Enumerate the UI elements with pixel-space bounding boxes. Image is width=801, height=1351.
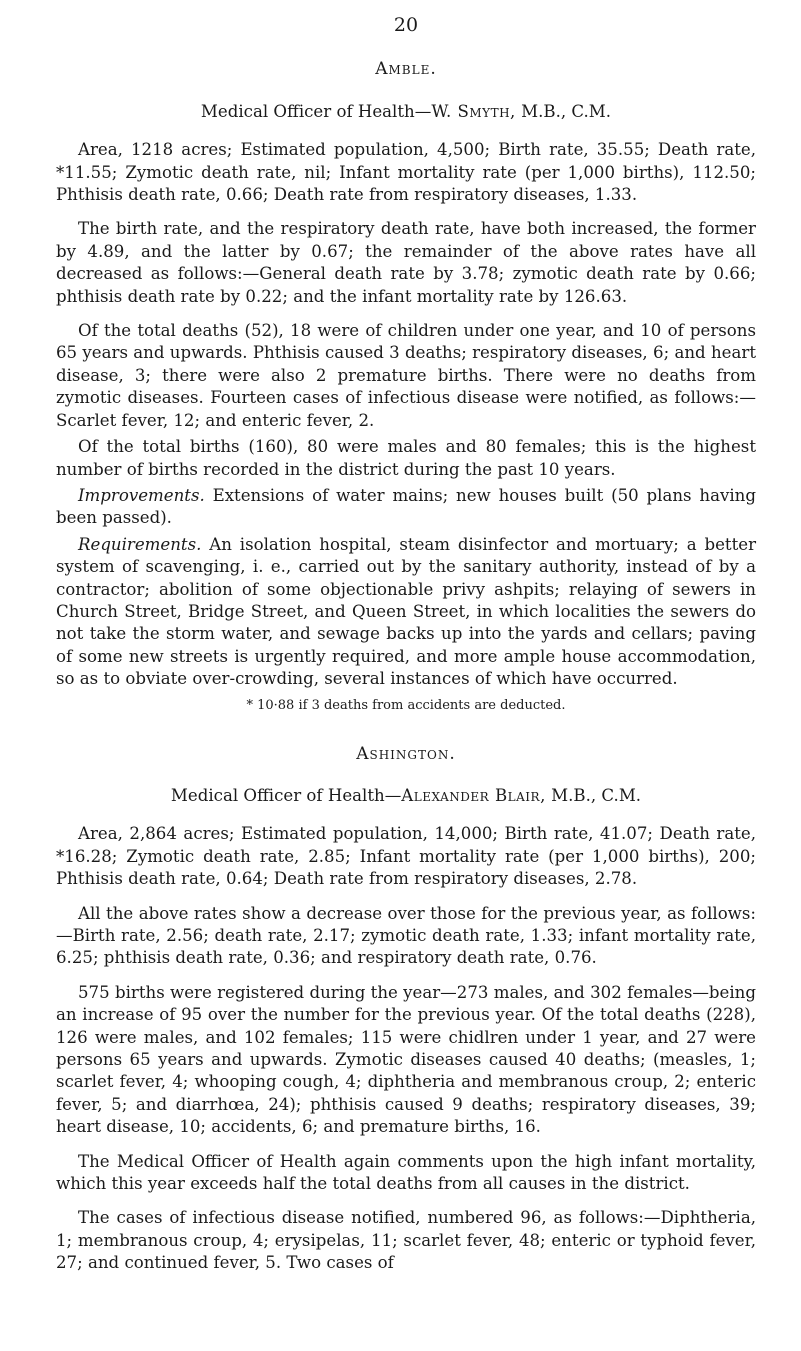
amble-officer-line: [56, 101, 756, 123]
ashington-statistics-paragraph: Area, 2,864 acres; Estimated population, 14,000; Birth rate, 41.07; Death rate, *16.28; Zymotic death rate, 2.85; Infant mortality rate (per 1,000 births), 200; Phthisis death rate, 0.64; Death rate from respiratory diseases, 2.78.: [56, 824, 756, 889]
amble-requirements-heading: Requirements.: [78, 534, 202, 554]
amble-improvements-paragraph: [56, 485, 756, 530]
amble-officer-name: W. Smyth,: [431, 101, 516, 121]
ashington-section: [56, 743, 756, 1275]
page-number: 20: [393, 14, 419, 36]
amble-footnote: * 10·88 if 3 deaths from accidents are deducted.: [246, 697, 566, 713]
ashington-officer-suffix: M.B., C.M.: [545, 785, 642, 805]
amble-rates-change-paragraph: The birth rate, and the respiratory death rate, have both increased, the former by 4.89, and the latter by 0.67; the remainder of the above rates have all decreased as follows:—General death rate by 3.78; zymotic death rate by 0.66; phthisis death rate by 0.22; and the infant mortality rate by 126.63.: [56, 219, 756, 306]
ashington-rates-change-paragraph: All the above rates show a decrease over those for the previous year, as follows:—Birth rate, 2.56; death rate, 2.17; zymotic death rate, 1.33; infant mortality rate, 6.25; phthisis death rate, 0.36; and respiratory death rate, 0.76.: [56, 903, 756, 968]
amble-statistics-paragraph: Area, 1218 acres; Estimated population, 4,500; Birth rate, 35.55; Death rate, *11.55; Zymotic death rate, nil; Infant mortality rate (per 1,000 births), 112.50; Phthisis death rate, 0.66; Death rate from respiratory diseases, 1.33.: [56, 140, 756, 205]
ashington-officer-line: [56, 785, 756, 807]
ashington-infant-mortality-paragraph: The Medical Officer of Health again comments upon the high infant mortality, which this year exceeds half the total deaths from all causes in the district.: [56, 1151, 756, 1194]
amble-improvements-text: Extensions of water mains; new houses built (50 plans having been passed).: [56, 485, 756, 528]
amble-deaths-paragraph: Of the total deaths (52), 18 were of children under one year, and 10 of persons 65 years and upwards. Phthisis caused 3 deaths; respiratory diseases, 6; and heart disease, 3; there were also 2 premature births. There were no deaths from zymotic diseases. Fourteen cases of infectious disease were notified, as follows:—Scarlet fever, 12; and enteric fever, 2.: [56, 321, 756, 430]
amble-births-paragraph: Of the total births (160), 80 were males and 80 females; this is the highest number of births recorded in the district during the past 10 years.: [56, 437, 756, 479]
amble-section: [56, 58, 756, 714]
amble-officer-prefix: Medical Officer of Health—: [200, 101, 432, 121]
ashington-title: Ashington.: [356, 743, 456, 764]
amble-officer-suffix: M.B., C.M.: [515, 101, 612, 121]
document-page: [56, 14, 756, 1279]
ashington-officer-name: Alexander Blair,: [401, 785, 546, 805]
ashington-officer-prefix: Medical Officer of Health—: [170, 785, 402, 805]
ashington-infectious-disease-paragraph: The cases of infectious disease notified, numbered 96, as follows:—Diphtheria, 1; membranous croup, 4; erysipelas, 11; scarlet fever, 48; enteric or typhoid fever, 27; and continued fever, 5. Two cases of: [56, 1208, 756, 1273]
amble-requirements-paragraph: [56, 534, 756, 691]
amble-improvements-heading: Improvements.: [78, 485, 205, 505]
ashington-births-deaths-paragraph: 575 births were registered during the year—273 males, and 302 females—being an increase of 95 over the number for the previous year. Of the total deaths (228), 126 were males, and 102 females; 115 were chidlren under 1 year, and 27 were persons 65 years and upwards. Zymotic diseases caused 40 deaths; (measles, 1; scarlet fever, 4; whooping cough, 4; diphtheria and membranous croup, 2; enteric fever, 5; and diarrhœa, 24); phthisis caused 9 deaths; respiratory diseases, 39; heart disease, 10; accidents, 6; and premature births, 16.: [56, 982, 756, 1137]
amble-requirements-text: An isolation hospital, steam disinfector and mortuary; a better system of scavenging, i. e., carried out by the sanitary authority, instead of by a contractor; abolition of some objectionable privy ashpits; relaying of sewers in Church Street, Bridge Street, and Queen Street, in which localities the sewers do not take the storm water, and sewage backs up into the yards and cellars; paving of some new streets is urgently required, and more ample house accommodation, so as to obviate over-crowding, several instances of which have occurred.: [56, 534, 756, 689]
amble-title: Amble.: [375, 59, 437, 80]
